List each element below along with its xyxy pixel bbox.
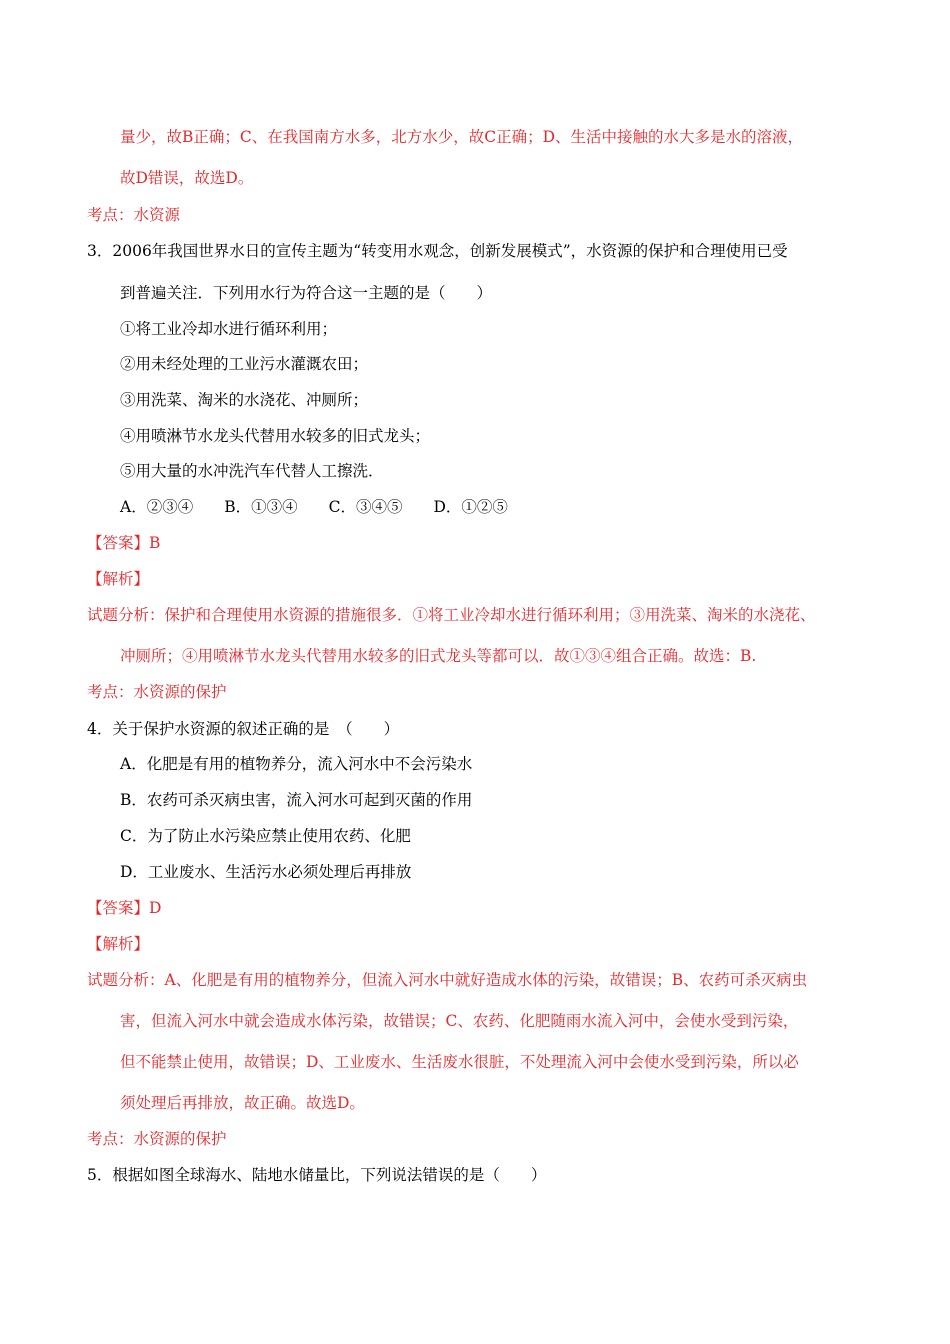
analysis-text: 冲厕所；④用喷淋节水龙头代替用水较多的旧式龙头等都可以．故①③④组合正确。故选：B. — [120, 647, 757, 665]
kaodian-label: 考点：水资源 — [87, 206, 181, 224]
analysis-text: 试题分析：A、化肥是有用的植物养分，但流入河水中就好造成水体的污染，故错误；B、农药可杀灭病虫 — [87, 971, 808, 989]
answer-label: 【答案】D — [87, 899, 162, 917]
question-4-option: D．工业废水、生活污水必须处理后再排放 — [120, 863, 412, 881]
analysis-text: 害，但流入河水中就会造成水体污染，故错误；C、农药、化肥随雨水流入河中，会使水受到污染， — [120, 1012, 799, 1030]
analysis-text: 量少，故B正确；C、在我国南方水多，北方水少，故C正确；D、生活中接触的水大多是水的溶液， — [120, 128, 804, 146]
question-3-item: ①将工业冷却水进行循环利用； — [120, 320, 338, 338]
analysis-text: 须处理后再排放，故正确。故选D。 — [120, 1094, 365, 1112]
question-3-stem: 3．2006年我国世界水日的宣传主题为“转变用水观念，创新发展模式”，水资源的保护和合理使用已受 — [87, 242, 788, 260]
jiexi-label: 【解析】 — [87, 570, 150, 588]
jiexi-label: 【解析】 — [87, 935, 150, 953]
question-5-stem: 5．根据如图全球海水、陆地水储量比，下列说法错误的是（ ） — [87, 1166, 547, 1184]
question-3-stem: 到普遍关注．下列用水行为符合这一主题的是（ ） — [120, 284, 493, 302]
question-3-item: ④用喷淋节水龙头代替用水较多的旧式龙头； — [120, 427, 431, 445]
kaodian-label: 考点：水资源的保护 — [87, 683, 227, 701]
analysis-text: 试题分析：保护和合理使用水资源的措施很多．①将工业冷却水进行循环利用；③用洗菜、淘米的水浇花、 — [87, 606, 816, 624]
kaodian-label: 考点：水资源的保护 — [87, 1130, 227, 1148]
question-3-item: ⑤用大量的水冲洗汽车代替人工擦洗． — [120, 462, 384, 480]
question-3-options: A．②③④ B．①③④ C．③④⑤ D．①②⑤ — [120, 498, 508, 516]
question-4-option: A．化肥是有用的植物养分，流入河水中不会污染水 — [120, 755, 473, 773]
answer-label: 【答案】B — [87, 534, 161, 552]
question-4-option: B．农药可杀灭病虫害，流入河水可起到灭菌的作用 — [120, 791, 473, 809]
question-3-item: ③用洗菜、淘米的水浇花、冲厕所； — [120, 391, 369, 409]
question-4-stem: 4．关于保护水资源的叙述正确的是 （ ） — [87, 720, 400, 738]
analysis-text: 但不能禁止使用，故错误；D、工业废水、生活废水很脏，不处理流入河中会使水受到污染，所以必 — [120, 1053, 799, 1071]
question-3-item: ②用未经处理的工业污水灌溉农田； — [120, 355, 369, 373]
question-4-option: C．为了防止水污染应禁止使用农药、化肥 — [120, 827, 411, 845]
analysis-text: 故D错误，故选D。 — [120, 169, 254, 187]
